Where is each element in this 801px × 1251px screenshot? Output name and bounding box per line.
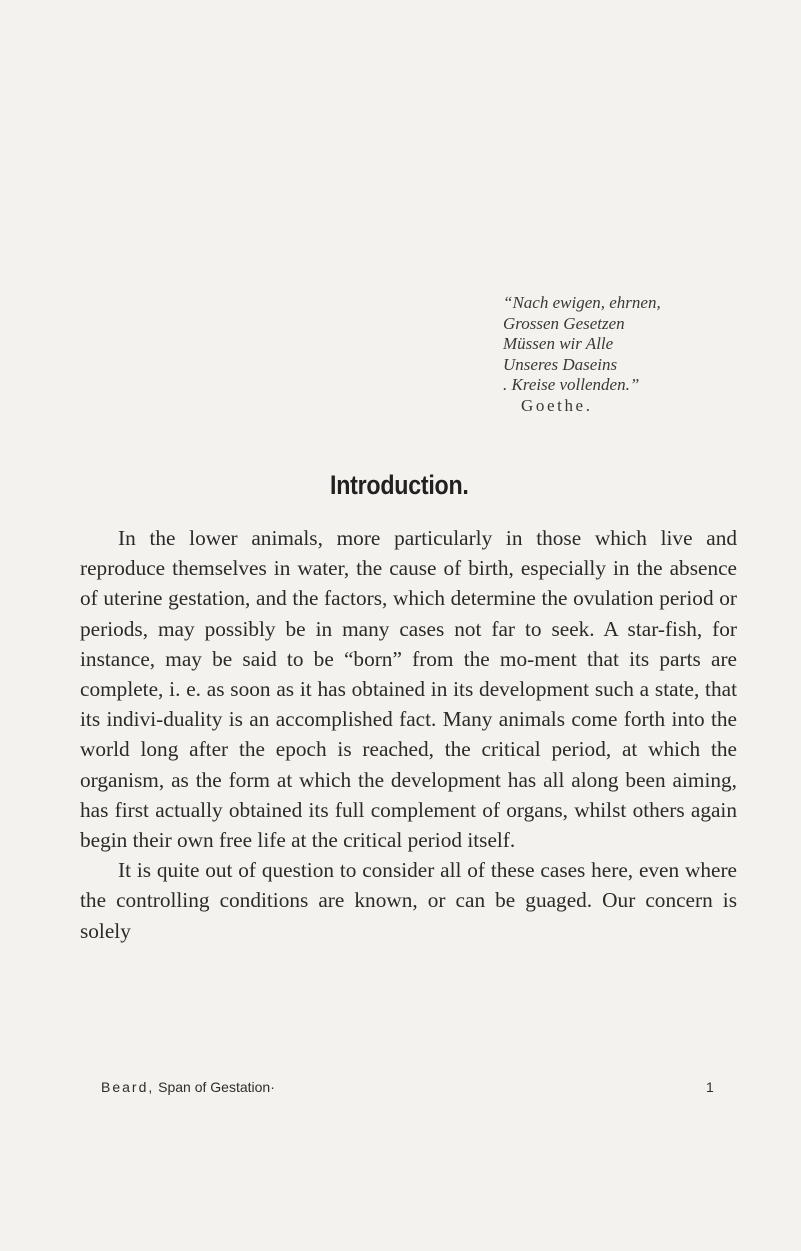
- epigraph-line: “Nach ewigen, ehrnen,: [503, 293, 661, 312]
- footer-author: Beard,: [101, 1079, 155, 1095]
- signature-mark: 1: [706, 1079, 714, 1095]
- footer-title: Span of Gestation·: [158, 1079, 275, 1095]
- footer-signature: [101, 1079, 275, 1095]
- body-text: [80, 523, 737, 946]
- epigraph-line: Müssen wir Alle: [503, 334, 614, 353]
- chapter-heading: Introduction.: [330, 470, 469, 500]
- epigraph-line: Unseres Daseins: [503, 354, 618, 374]
- epigraph-attribution: Goethe.: [521, 395, 593, 415]
- paragraph: It is quite out of question to consider all of these cases here, even where the controlling conditions are known, or can be guaged. Our concern is solely: [80, 858, 737, 943]
- epigraph-line: Grossen Gesetzen: [503, 313, 625, 333]
- paragraph: In the lower animals, more particularly in those which live and reproduce themselves in water, the cause of birth, especially in the absence of uterine gestation, and the factors, which determine the ovulation period or periods, may possibly be in many cases not far to seek. A star-fish, for instance, may be said to be “born” from the mo-ment that its parts are complete, i. e. as soon as it has obtained in its development such a state, that its indivi-duality is an accomplished fact. Many animals come forth into the world long after the epoch is reached, the critical period, at which the organism, as the form at which the development has all along been aiming, has first actually obtained its full complement of organs, whilst others again begin their own free life at the critical period itself.: [80, 526, 737, 853]
- epigraph-line: . Kreise vollenden.”: [503, 375, 640, 394]
- epigraph: [503, 293, 661, 416]
